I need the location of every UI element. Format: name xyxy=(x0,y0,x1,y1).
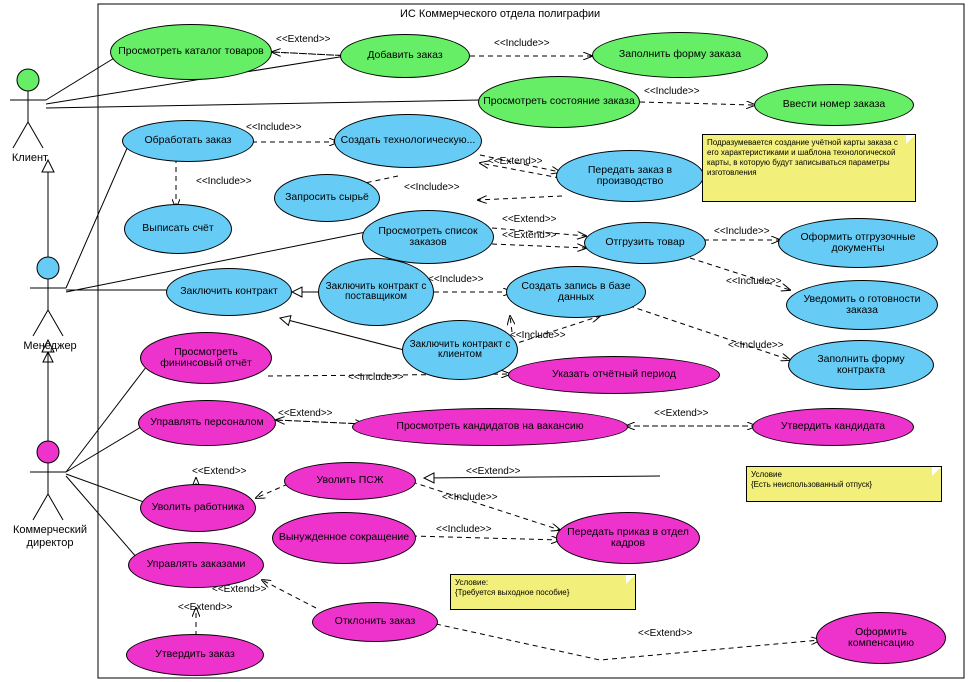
use-case-label: Выписать счёт xyxy=(142,222,214,235)
use-case-label: Указать отчётный период xyxy=(552,368,676,381)
use-case-label: Заключить контракт xyxy=(180,285,278,298)
use-case-label: Ввести номер заказа xyxy=(782,98,886,111)
use-case-zaklyuchit-kontrakt-s-postavshchikom[interactable] xyxy=(318,258,434,326)
diagram-title: ИС Коммерческого отдела полиграфии xyxy=(400,8,601,20)
use-case-label: Уведомить о готовности заказа xyxy=(803,292,921,316)
edge-label-include-8: <<Include>> xyxy=(428,274,484,285)
use-case-label: Добавить заказ xyxy=(367,49,443,62)
use-case-prosmotret-katalog-tovarov[interactable] xyxy=(110,24,272,80)
edge-label-extend-11: <<Extend>> xyxy=(638,628,693,639)
actor-label-director-line1: Коммерческий xyxy=(12,524,88,536)
use-case-oformit-kompensaciyu[interactable] xyxy=(816,612,946,664)
note-line-2: {Есть неиспользованный отпуск} xyxy=(751,480,873,489)
use-case-label: Запросить сырьё xyxy=(285,191,369,204)
edge-label-include-2: <<Include>> xyxy=(644,86,700,97)
edge-label-extend-3: <<Extend>> xyxy=(502,214,557,225)
edge-label-include-3: <<Include>> xyxy=(246,122,302,133)
use-case-uvedomit-o-gotovnosti-zakaza[interactable] xyxy=(786,280,938,330)
use-case-label: Просмотреть список заказов xyxy=(378,224,478,248)
use-case-uvolit-psj[interactable] xyxy=(284,462,416,500)
use-case-vynuzhdennoe-sokrashchenie[interactable] xyxy=(272,512,416,564)
use-case-sozdat-zapis-v-baze-dannyh[interactable] xyxy=(506,266,646,318)
use-case-label: Отгрузить товар xyxy=(605,236,685,249)
use-case-sozdat-tehnologicheskuyu[interactable] xyxy=(334,114,482,168)
edge-label-extend-10: <<Extend>> xyxy=(178,602,233,613)
edge-label-extend-9: <<Extend>> xyxy=(212,584,267,595)
edge-label-extend-2: <<Extend>> xyxy=(488,156,543,167)
use-case-label: Утвердить заказ xyxy=(155,648,235,661)
edge-label-extend-4: <<Extend>> xyxy=(502,230,557,241)
use-case-obrabotat-zakaz[interactable] xyxy=(122,120,254,162)
use-case-vvesti-nomer-zakaza[interactable] xyxy=(754,84,914,126)
use-case-prosmotret-sostoyanie-zakaza[interactable] xyxy=(478,76,640,128)
edge-label-include-1: <<Include>> xyxy=(494,38,550,49)
use-case-otklonit-zakaz[interactable] xyxy=(312,602,438,642)
edge-label-extend-6: <<Extend>> xyxy=(654,408,709,419)
use-case-uvolit-rabotnika[interactable] xyxy=(140,484,256,532)
use-case-upravlyat-personalom[interactable] xyxy=(138,400,276,446)
use-case-label: Уволить ПСЖ xyxy=(316,474,384,487)
use-case-label: Создать запись в базе данных xyxy=(521,279,631,303)
use-case-label: Утвердить кандидата xyxy=(780,420,886,433)
use-case-label: Управлять персоналом xyxy=(150,416,264,429)
use-case-oformit-otgruzochnye-dokumenty[interactable] xyxy=(778,218,938,268)
use-case-zaprosit-syryo[interactable] xyxy=(274,174,380,222)
use-case-vypisat-schyot[interactable] xyxy=(124,204,232,254)
use-case-label: Просмотреть фининсовый отчёт xyxy=(160,345,252,369)
use-case-label: Передать заказ в производство xyxy=(587,163,673,187)
use-case-peredat-prikaz-v-otdel-kadrov[interactable] xyxy=(556,512,700,564)
edge-label-extend-7: <<Extend>> xyxy=(466,466,521,477)
note-line-1: Условие xyxy=(751,470,782,479)
edge-label-include-10: <<Include>> xyxy=(728,340,784,351)
edge-label-include-4: <<Include>> xyxy=(196,176,252,187)
use-case-label: Создать технологическую... xyxy=(340,134,476,147)
note-tech-card: Подразумевается создание учётной карты заказа с его характеристиками и шаблона технологической карты, в которую будут записываться параметры изготовления xyxy=(702,134,916,202)
use-case-prosmotret-finansovyj-otchyot[interactable] xyxy=(140,332,272,384)
note-severance-pay xyxy=(450,574,636,610)
edge-label-include-13: <<Include>> xyxy=(436,524,492,535)
use-case-label: Оформить компенсацию xyxy=(848,625,914,649)
use-case-label: Обработать заказ xyxy=(144,134,232,147)
use-case-prosmotret-spisok-zakazov[interactable] xyxy=(362,210,494,264)
use-case-prosmotret-kandidatov-na-vakansiyu[interactable] xyxy=(352,408,628,446)
use-case-label: Отклонить заказ xyxy=(334,615,416,628)
use-case-zapolnit-formu-zakaza[interactable] xyxy=(592,32,768,78)
note-line-1: Условие: xyxy=(455,578,489,587)
edge-label-extend-8: <<Extend>> xyxy=(192,466,247,477)
use-case-peredat-zakaz-v-proizvodstvo[interactable] xyxy=(556,150,704,202)
use-case-ukazat-otchyotnyj-period[interactable] xyxy=(508,356,720,394)
edge-label-extend-1: <<Extend>> xyxy=(276,34,331,45)
edge-label-extend-5: <<Extend>> xyxy=(278,408,333,419)
edge-label-include-5: <<Include>> xyxy=(404,182,460,193)
use-case-label: Заключить контракт с поставщиком xyxy=(325,280,427,302)
use-case-upravlyat-zakazami[interactable] xyxy=(128,542,264,588)
actor-label-client: Клиент xyxy=(11,152,49,164)
edge-label-include-7: <<Include>> xyxy=(726,276,782,287)
use-case-label: Передать приказ в отдел кадров xyxy=(567,525,689,549)
use-case-utverdit-zakaz[interactable] xyxy=(126,634,264,676)
edge-label-include-6: <<Include>> xyxy=(714,226,770,237)
actor-label-manager: Менеджер xyxy=(23,340,77,352)
use-case-label: Вынужденное сокращение xyxy=(278,531,410,544)
use-case-label: Управлять заказами xyxy=(146,558,246,571)
use-case-zaklyuchit-kontrakt-s-klientom[interactable] xyxy=(402,320,518,380)
actor-label-director-line2: директор xyxy=(26,537,74,549)
edge-label-include-9: <<Include>> xyxy=(510,330,566,341)
edge-label-include-12: <<Include>> xyxy=(442,492,498,503)
use-case-utverdit-kandidata[interactable] xyxy=(752,408,914,446)
use-case-dobavit-zakaz[interactable] xyxy=(340,34,470,78)
edge-label-include-11: <<Include>> xyxy=(348,372,404,383)
note-line-2: {Требуется выходное пособие} xyxy=(455,588,570,597)
use-case-zaklyuchit-kontrakt[interactable] xyxy=(166,268,292,316)
use-case-label: Заполнить форму контракта xyxy=(817,352,905,376)
use-case-zapolnit-formu-kontrakta[interactable] xyxy=(788,340,934,390)
note-unused-vacation xyxy=(746,466,942,502)
use-case-label: Просмотреть кандидатов на вакансию xyxy=(396,420,584,433)
use-case-label: Заключить контракт с клиентом xyxy=(409,338,511,360)
use-case-label: Оформить отгрузочные документы xyxy=(800,230,916,254)
use-case-otgruzit-tovar[interactable] xyxy=(584,222,706,264)
use-case-label: Просмотреть каталог товаров xyxy=(118,45,264,58)
use-case-label: Заполнить форму заказа xyxy=(618,48,742,61)
use-case-label: Уволить работника xyxy=(151,501,245,514)
use-case-label: Просмотреть состояние заказа xyxy=(483,95,635,108)
